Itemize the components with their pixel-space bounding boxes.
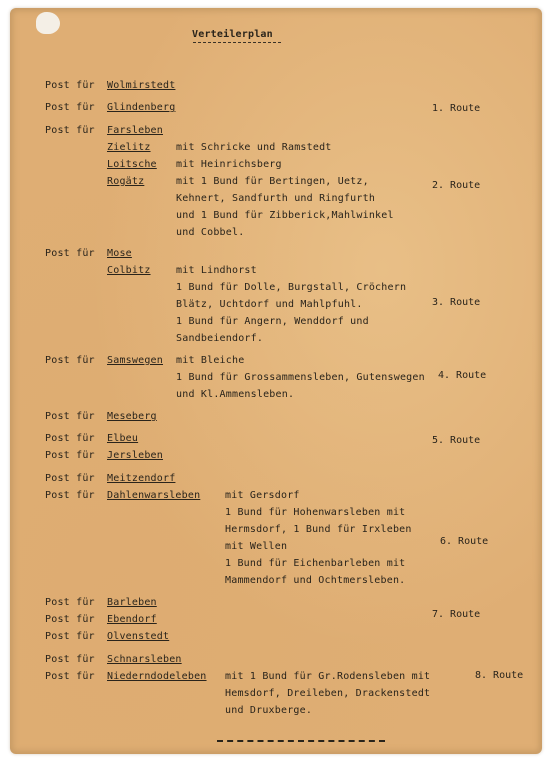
- post-label: Post für: [45, 125, 95, 136]
- post-label: Post für: [45, 490, 95, 501]
- rogaetz-details-3: und 1 Bund für Zibberick,Mahlwinkel: [176, 210, 394, 221]
- post-label: Post für: [45, 80, 95, 91]
- colbitz-details-2: 1 Bund für Dolle, Burgstall, Cröchern: [176, 282, 407, 293]
- route-4-label: 4. Route: [438, 370, 487, 381]
- place-niederndodeleben: Niederndodeleben: [107, 671, 207, 682]
- loitsche-details: mit Heinrichsberg: [176, 159, 282, 170]
- post-label: Post für: [45, 671, 95, 682]
- post-label: Post für: [45, 355, 95, 366]
- niederndodeleben-details-2: Hemsdorf, Dreileben, Drackenstedt: [225, 688, 431, 699]
- colbitz-details-4: 1 Bund für Angern, Wenddorf und: [176, 316, 369, 327]
- dahlenwarsleben-details-5: 1 Bund für Eichenbarleben mit: [225, 558, 406, 569]
- dahlenwarsleben-details-6: Mammendorf und Ochtmersleben.: [225, 575, 406, 586]
- place-ebendorf: Ebendorf: [107, 614, 157, 625]
- post-label: Post für: [45, 631, 95, 642]
- colbitz-details-5: Sandbeiendorf.: [176, 333, 264, 344]
- samswegen-details-3: und Kl.Ammensleben.: [176, 389, 295, 400]
- place-glindenberg: Glindenberg: [107, 102, 176, 113]
- title-underline: [193, 42, 281, 43]
- place-meitzendorf: Meitzendorf: [107, 473, 176, 484]
- post-label: Post für: [45, 411, 95, 422]
- rogaetz-details-1: mit 1 Bund für Bertingen, Uetz,: [176, 176, 369, 187]
- place-samswegen: Samswegen: [107, 355, 163, 366]
- niederndodeleben-details-3: und Druxberge.: [225, 705, 313, 716]
- route-1-label: 1. Route: [432, 103, 481, 114]
- route-7-label: 7. Route: [432, 609, 481, 620]
- place-elbeu: Elbeu: [107, 433, 139, 444]
- punch-hole: [36, 12, 60, 34]
- page-title: Verteilerplan: [192, 29, 273, 40]
- place-mose: Mose: [107, 248, 132, 259]
- niederndodeleben-details-1: mit 1 Bund für Gr.Rodensleben mit: [225, 671, 431, 682]
- place-jersleben: Jersleben: [107, 450, 163, 461]
- place-schnarsleben: Schnarsleben: [107, 654, 182, 665]
- dahlenwarsleben-details-1: mit Gersdorf: [225, 490, 300, 501]
- post-label: Post für: [45, 102, 95, 113]
- place-zielitz: Zielitz: [107, 142, 151, 153]
- post-label: Post für: [45, 450, 95, 461]
- dahlenwarsleben-details-4: mit Wellen: [225, 541, 288, 552]
- post-label: Post für: [45, 614, 95, 625]
- route-3-label: 3. Route: [432, 297, 481, 308]
- place-colbitz: Colbitz: [107, 265, 151, 276]
- post-label: Post für: [45, 473, 95, 484]
- route-8-label: 8. Route: [475, 670, 524, 681]
- samswegen-details-2: 1 Bund für Grossammensleben, Gutenswegen: [176, 372, 425, 383]
- place-rogaetz: Rogätz: [107, 176, 145, 187]
- post-label: Post für: [45, 433, 95, 444]
- place-wolmirstedt: Wolmirstedt: [107, 80, 176, 91]
- colbitz-details-1: mit Lindhorst: [176, 265, 257, 276]
- rogaetz-details-2: Kehnert, Sandfurth und Ringfurth: [176, 193, 376, 204]
- place-loitsche: Loitsche: [107, 159, 157, 170]
- samswegen-details-1: mit Bleiche: [176, 355, 245, 366]
- rogaetz-details-4: und Cobbel.: [176, 227, 245, 238]
- colbitz-details-3: Blätz, Uchtdorf und Mahlpfuhl.: [176, 299, 363, 310]
- place-meseberg: Meseberg: [107, 411, 157, 422]
- route-2-label: 2. Route: [432, 180, 481, 191]
- post-label: Post für: [45, 248, 95, 259]
- route-5-label: 5. Route: [432, 435, 481, 446]
- place-barleben: Barleben: [107, 597, 157, 608]
- place-olvenstedt: Olvenstedt: [107, 631, 170, 642]
- route-6-label: 6. Route: [440, 536, 489, 547]
- post-label: Post für: [45, 654, 95, 665]
- closing-dashed-line: [217, 740, 385, 742]
- dahlenwarsleben-details-2: 1 Bund für Hohenwarsleben mit: [225, 507, 406, 518]
- place-farsleben: Farsleben: [107, 125, 163, 136]
- post-label: Post für: [45, 597, 95, 608]
- place-dahlenwarsleben: Dahlenwarsleben: [107, 490, 201, 501]
- dahlenwarsleben-details-3: Hermsdorf, 1 Bund für Irxleben: [225, 524, 412, 535]
- zielitz-details: mit Schricke und Ramstedt: [176, 142, 332, 153]
